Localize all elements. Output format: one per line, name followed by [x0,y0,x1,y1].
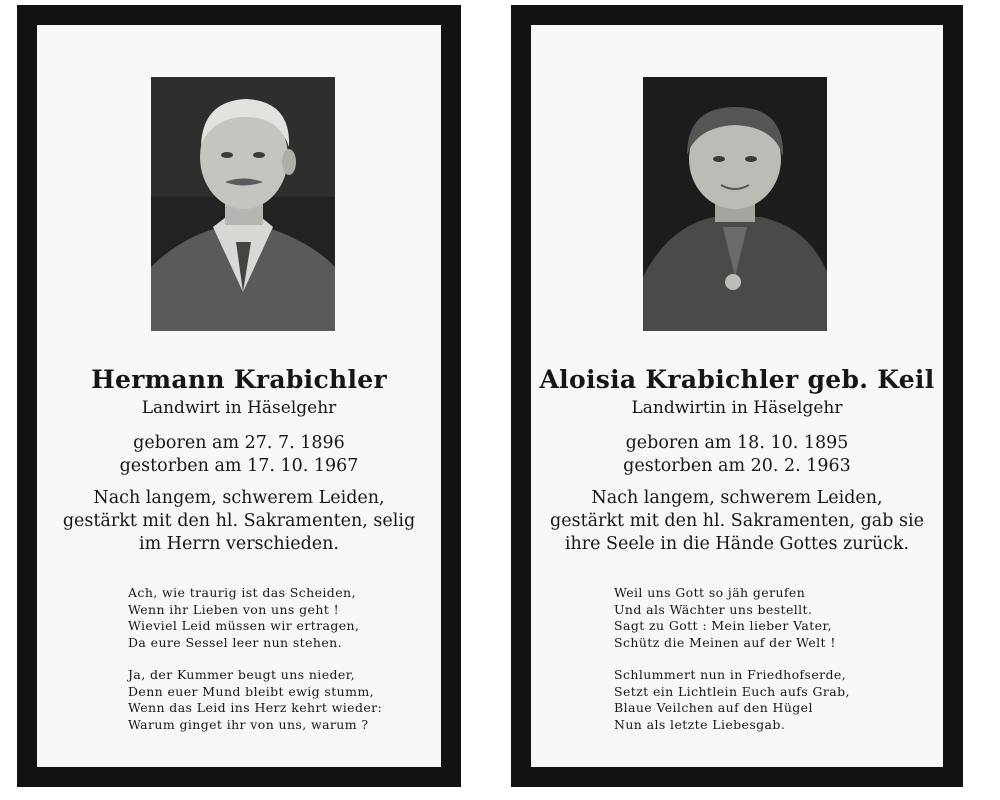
poem [128,585,382,749]
poem-line: Denn euer Mund bleibt ewig stumm, [128,683,374,699]
poem-line: Schlummert nun in Friedhofserde, [614,667,847,682]
memorial-text [37,487,441,556]
occupation: Landwirt in Häselgehr [141,398,337,418]
memorial-card-hermann [17,5,461,787]
poem-line: Warum ginget ihr von uns, warum ? [128,716,369,732]
death-date: gestorben am 17. 10. 1967 [119,456,359,476]
poem-line: Ach, wie traurig ist das Scheiden, [128,585,356,600]
poem [614,585,850,749]
poem-line: Blaue Veilchen auf den Hügel [614,700,813,715]
poem-line: Da eure Sessel leer nun stehen. [128,634,342,650]
poem-line: Weil uns Gott so jäh gerufen [614,585,806,600]
memorial-line: gestärkt mit den hl. Sakramenten, selig [62,511,416,531]
poem-stanza [614,667,850,733]
life-dates [531,432,943,478]
memorial-line: ihre Seele in die Hände Gottes zurück. [564,534,910,554]
memorial-line: Nach langem, schwerem Leiden, [93,488,385,508]
portrait-photo-woman [643,77,827,331]
poem-stanza [614,585,850,651]
memorial-card-aloisia [511,5,963,787]
poem-line: Wenn das Leid ins Herz kehrt wieder: [128,700,383,715]
poem-line: Setzt ein Lichtlein Euch aufs Grab, [614,683,850,699]
death-date: gestorben am 20. 2. 1963 [623,456,851,476]
poem-line: Sagt zu Gott : Mein lieber Vater, [614,618,832,633]
poem-line: Wieviel Leid müssen wir ertragen, [128,618,360,633]
deceased-name: Hermann Krabichler [91,365,387,394]
memorial-line: gestärkt mit den hl. Sakramenten, gab sie [550,511,924,531]
poem-line: Nun als letzte Liebesgab. [614,716,786,732]
memorial-line: Nach langem, schwerem Leiden, [591,488,883,508]
poem-line: Schütz die Meinen auf der Welt ! [614,634,836,650]
birth-date: geboren am 27. 7. 1896 [133,433,345,453]
occupation: Landwirtin in Häselgehr [631,398,843,418]
poem-stanza [128,667,382,733]
deceased-name: Aloisia Krabichler geb. Keil [539,365,935,394]
memorial-text [531,487,943,556]
card-paper [531,25,943,767]
poem-stanza [128,585,382,651]
portrait-photo-man [151,77,335,331]
poem-line: Und als Wächter uns bestellt. [614,601,813,617]
life-dates [37,432,441,478]
poem-line: Ja, der Kummer beugt uns nieder, [128,667,356,682]
memorial-line: im Herrn verschieden. [139,534,339,554]
card-paper [37,25,441,767]
birth-date: geboren am 18. 10. 1895 [625,433,849,453]
poem-line: Wenn ihr Lieben von uns geht ! [128,601,339,617]
